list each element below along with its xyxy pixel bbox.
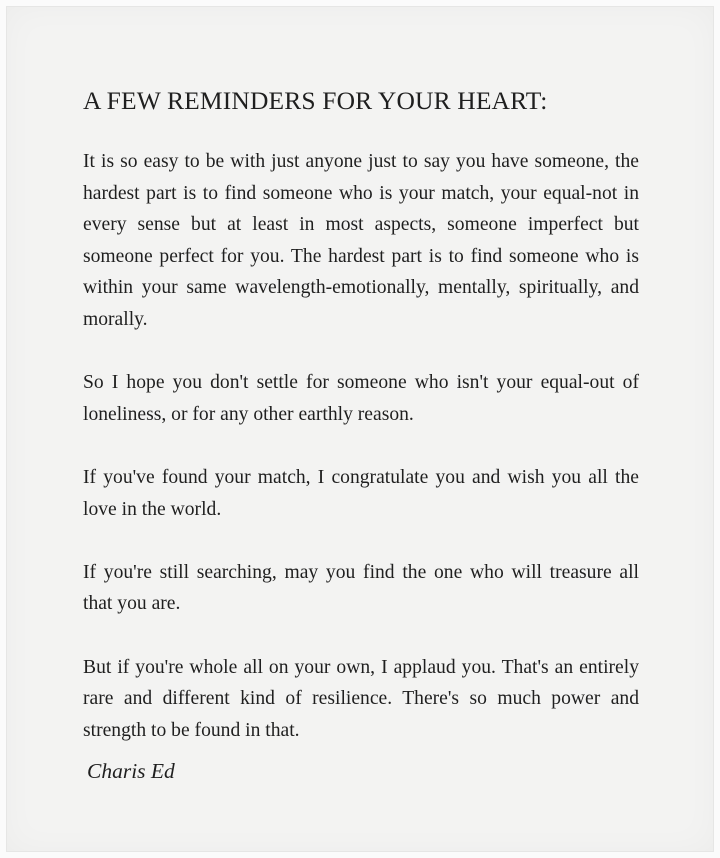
document-body (83, 146, 639, 746)
paragraph-1: It is so easy to be with just anyone just to say you have someone, the hardest part is to find someone who is your match, your equal-not in every sense but at least in most aspects, someone imperfect but someone perfect for you. The hardest part is to find someone who is within your same wavelength-emotionally, mentally, spiritually, and morally. (83, 151, 639, 330)
document-title: A FEW REMINDERS FOR YOUR HEART: (83, 86, 548, 115)
paragraph-5: But if you're whole all on your own, I applaud you. That's an entirely rare and different kind of resilience. There's so much power and strength to be found in that. (83, 656, 639, 741)
author-signature: Charis Ed (87, 759, 175, 783)
paragraph-4: If you're still searching, may you find the one who will treasure all that you are. (83, 561, 639, 615)
paragraph-3: If you've found your match, I congratulate you and wish you all the love in the world. (83, 466, 639, 520)
paragraph-2: So I hope you don't settle for someone who isn't your equal-out of loneliness, or for any other earthly reason. (83, 372, 639, 425)
